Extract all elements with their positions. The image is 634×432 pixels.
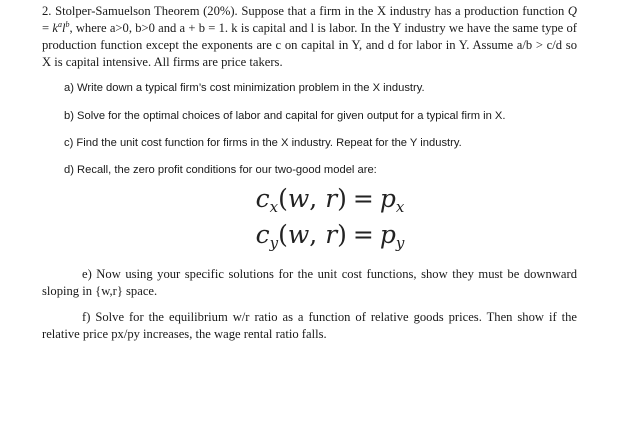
part-c: c) Find the unit cost function for firms in the X industry. Repeat for the Y industry. (64, 137, 462, 149)
problem-number: 2. (42, 4, 52, 18)
exp-a: a (57, 19, 62, 29)
eq2-p-sub: y (395, 234, 405, 252)
part-f: f) Solve for the equilibrium w/r ratio as a function of relative goods prices. Then show if the relative price px/py increases, the wage rental ratio falls. (42, 310, 577, 341)
eq1-equals: = (352, 184, 374, 213)
eq2-c-sub: y (269, 234, 279, 252)
eq1-p: p (379, 184, 396, 213)
formula-k: k (52, 21, 58, 35)
exp-b: b (65, 19, 70, 29)
part-b: b) Solve for the optimal choices of labor and capital for given output for a typical firm in X. (64, 110, 506, 122)
formula-equals: = (42, 21, 53, 35)
zero-profit-equation-y (0, 220, 634, 250)
eq1-comma: , (309, 184, 326, 213)
part-e: e) Now using your specific solutions for the unit cost functions, show they must be downward sloping in {w,r} space. (42, 267, 577, 298)
eq2-paren-close: ) (337, 220, 347, 249)
eq2-equals: = (352, 220, 374, 249)
problem-text-start: Suppose that a firm in the X industry has a production function (241, 4, 568, 18)
eq2-r: r (325, 220, 338, 249)
eq1-paren-close: ) (337, 184, 347, 213)
eq1-p-sub: x (395, 198, 405, 216)
zero-profit-equation-x (0, 184, 634, 214)
problem-title: Stolper-Samuelson Theorem (20%). (55, 4, 238, 18)
eq1-r: r (325, 184, 338, 213)
part-d: d) Recall, the zero profit conditions for our two-good model are: (64, 164, 377, 176)
eq1-c: c (255, 184, 270, 213)
eq2-comma: , (309, 220, 326, 249)
eq2-w: w (287, 220, 310, 249)
problem-statement (42, 3, 577, 71)
eq1-w: w (287, 184, 310, 213)
part-a: a) Write down a typical firm’s cost minimization problem in the X industry. (64, 82, 425, 94)
eq2-paren-open: ( (278, 220, 288, 249)
formula-q: Q (567, 4, 577, 18)
problem-text-rest: , where a>0, b>0 and a + b = 1. k is capital and l is labor. In the Y industry we have the same type of production function except the exponents are c on capital in Y, and d for labor in Y. Assume a/b > c/d so X is capital intensive. All firms are price takers. (42, 21, 577, 69)
eq1-paren-open: ( (278, 184, 288, 213)
eq1-c-sub: x (269, 198, 279, 216)
eq2-p: p (379, 220, 396, 249)
eq2-c: c (255, 220, 270, 249)
formula-l: l (61, 21, 66, 35)
